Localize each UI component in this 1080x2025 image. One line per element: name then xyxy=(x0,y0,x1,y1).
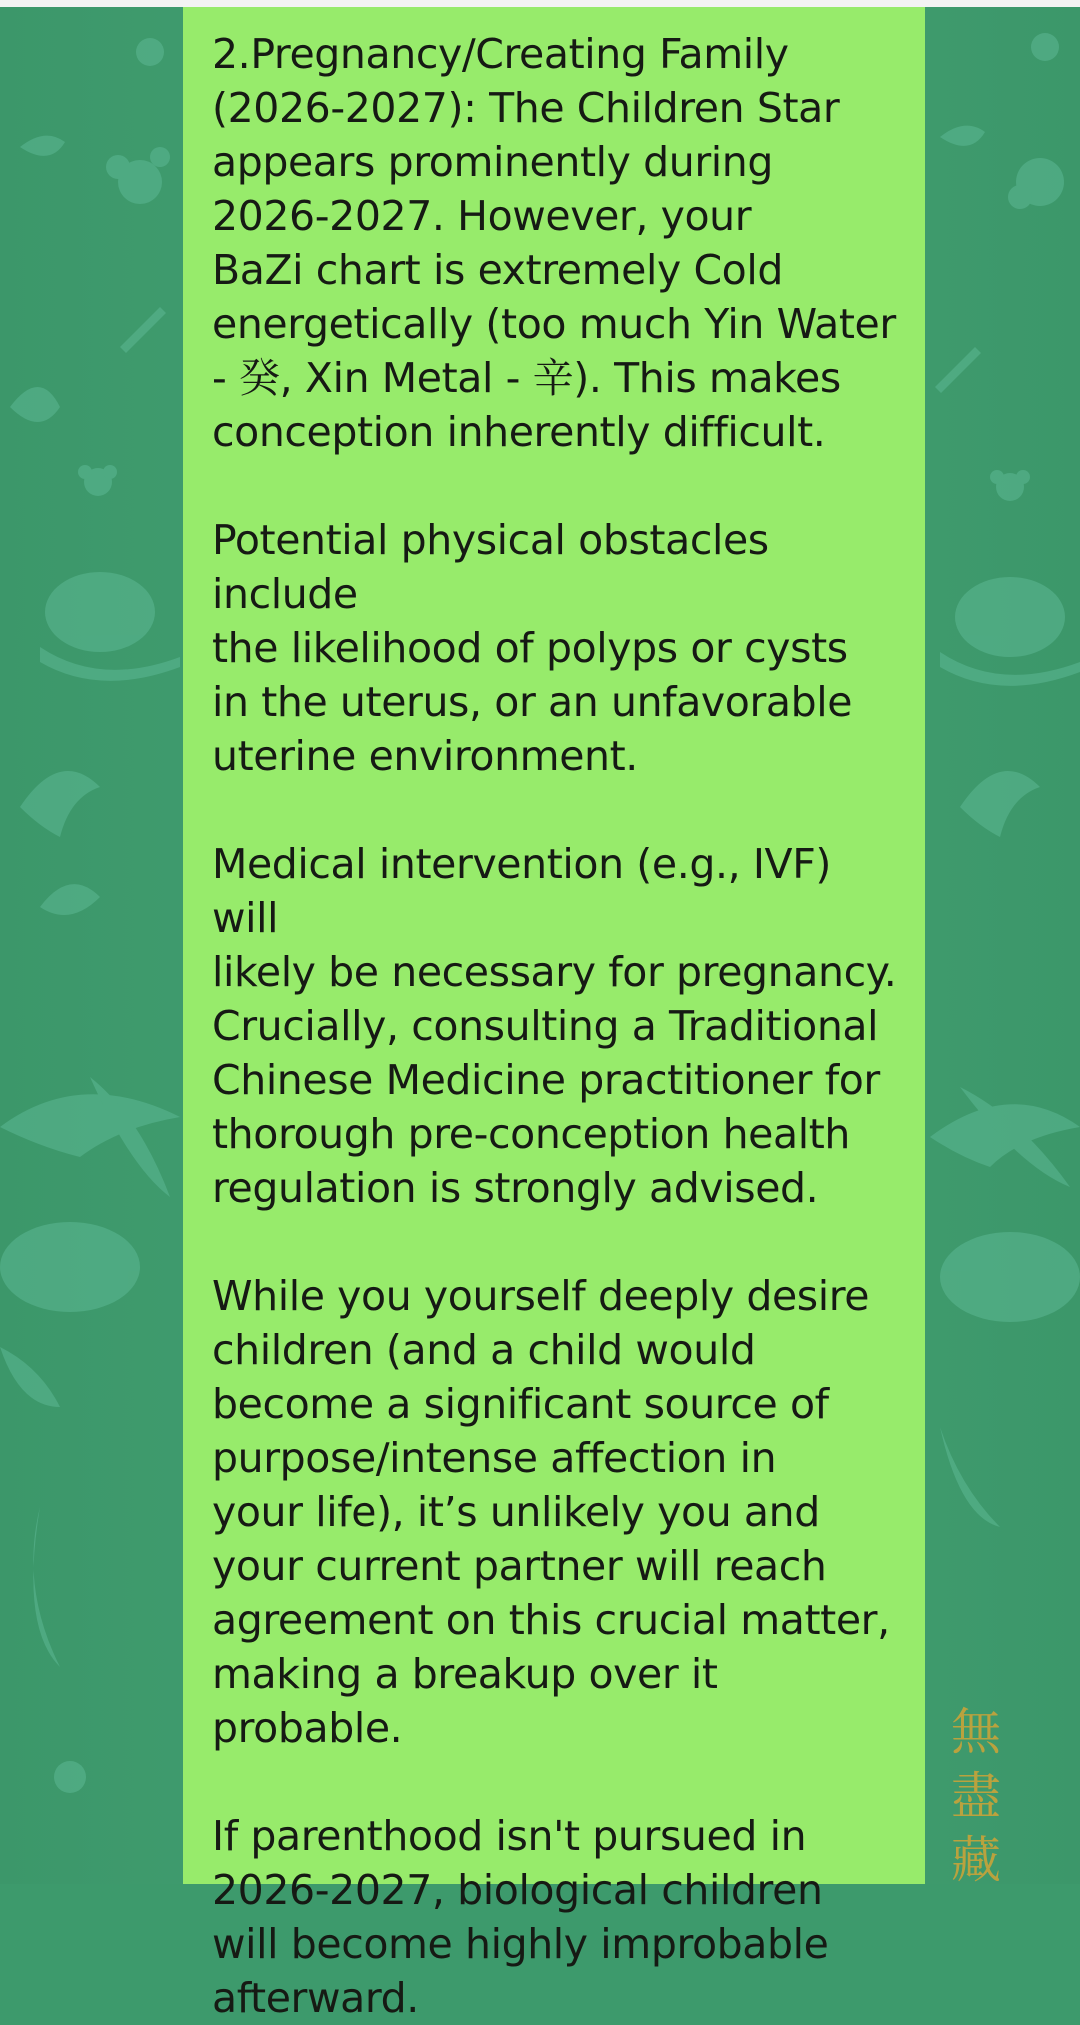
wallpaper-seal-logo: 無 盡 藏 xyxy=(951,1703,1001,1889)
message-text: 2.Pregnancy/Creating Family (2026-2027): The Children Star appears prominently during 2026-2027. However, your BaZi chart is extremely Cold energetically (too much Yin Water - 癸, Xin Metal - 辛). This makes conception inherently difficult. Potential physical obstacles include the likelihood of polyps or cysts in the uterus, or an unfavorable uterine environment. Medical intervention (e.g., IVF) will likely be necessary for pregnancy. Crucially, consulting a Traditional Chinese Medicine practitioner for thorough pre-conception health regulation is strongly advised. While you yourself deeply desire children (and a child would become a significant source of purpose/intense affection in your life), it’s unlikely you and your current partner will reach agreement on this crucial matter, making a breakup over it probable. If parenthood isn't pursued in 2026-2027, biological children will become highly improbable afterward. xyxy=(212,30,897,2022)
top-strip xyxy=(0,0,1080,7)
message-bubble[interactable] xyxy=(183,7,925,2022)
